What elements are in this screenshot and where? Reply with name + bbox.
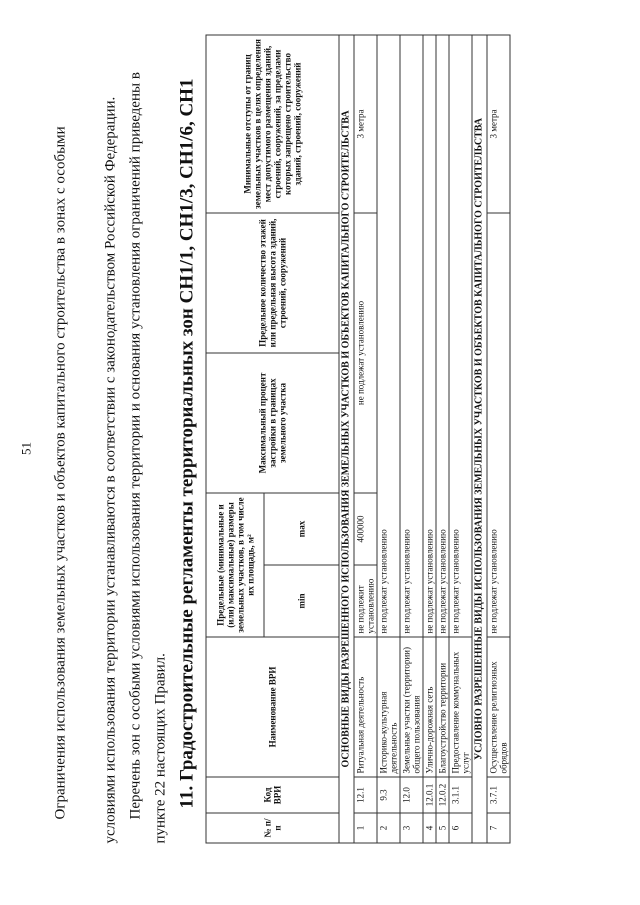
header-num: № п/п [206, 813, 339, 843]
row-code: 9.3 [377, 777, 400, 813]
row-name: Историко-культурная деятельность [377, 637, 400, 777]
row-name: Предоставление коммунальных услуг [449, 637, 472, 777]
row-num: 3 [400, 813, 423, 843]
row-code: 12.0.2 [436, 777, 449, 813]
header-setbacks: Минимальные отступы от границ земельных участков в целях определения мест допустимого размещения зданий, строений, сооружений, за пределами которых запрещено строительство зданий, строений, сооружений [206, 34, 339, 212]
row-num: 2 [377, 813, 400, 843]
header-floors: Предельное количество этажей или предельная высота зданий, строений, сооружений [206, 212, 339, 352]
header-name: Наименование ВРИ [206, 637, 339, 777]
table-row [354, 34, 377, 842]
row-max: 400000 [354, 492, 377, 564]
row-name: Улично-дорожная сеть [423, 637, 436, 777]
row-setback: 3 метра [487, 34, 510, 212]
paragraph-line-1: Ограничения использования земельных участков и объектов капитального строительства в зонах с особыми [52, 125, 68, 819]
paragraph-line-2: условиями использования территории устанавливаются в соответствии с законодательством Российской Федерации. [102, 96, 118, 843]
paragraph-line-4: пункте 22 настоящих Правил. [152, 652, 168, 843]
paragraph-line-3: Перечень зон с особыми условиями использования территории и основания установления ограничений приведены в [127, 71, 143, 819]
row-num: 6 [449, 813, 472, 843]
row-merged-value: не подлежат установлению [400, 34, 423, 636]
row-name: Ритуальная деятельность [354, 637, 377, 777]
header-code: Код ВРИ [206, 777, 339, 813]
row-name: Благоустройство территории [436, 637, 449, 777]
section-heading: 11. Градостроительные регламенты территориальных зон СН1/1, СН1/3, СН1/6, СН1 [176, 78, 197, 808]
header-percent: Максимальный процент застройки в границах земельного участка [206, 352, 339, 492]
row-num: 1 [354, 813, 377, 843]
row-code: 12.1 [354, 777, 377, 813]
row-code: 3.7.1 [487, 777, 510, 813]
row-name: Земельные участки (территории) общего пользования [400, 637, 423, 777]
header-max: max [264, 492, 339, 564]
section-conditional-label: УСЛОВНО РАЗРЕШЕННЫЕ ВИДЫ ИСПОЛЬЗОВАНИЯ ЗЕМЕЛЬНЫХ УЧАСТКОВ И ОБЪЕКТОВ КАПИТАЛЬНОГО СТРОИТЕЛЬСТВА [472, 34, 487, 842]
regulations-table [205, 34, 510, 843]
header-min: min [264, 565, 339, 637]
section-main-label: ОСНОВНЫЕ ВИДЫ РАЗРЕШЕННОГО ИСПОЛЬЗОВАНИЯ ЗЕМЕЛЬНЫХ УЧАСТКОВ И ОБЪЕКТОВ КАПИТАЛЬНОГО СТРОИТЕЛЬСТВА [339, 34, 354, 842]
row-name: Осуществление религиозных обрядов [487, 637, 510, 777]
table-row [377, 34, 400, 842]
row-merged-value: не подлежат установлению [436, 34, 449, 636]
row-num: 5 [436, 813, 449, 843]
row-code: 12.0.1 [423, 777, 436, 813]
row-num: 4 [423, 813, 436, 843]
row-merged-value: не подлежат установлению [487, 212, 510, 636]
row-code: 12.0 [400, 777, 423, 813]
row-merged-value: не подлежат установлению [449, 34, 472, 636]
row-merged-value: не подлежат установлению [377, 34, 400, 636]
table-row [449, 34, 472, 842]
header-size-group: Предельные (минимальные и (или) максимальные) размеры земельных участков, в том числе их площадь, м² [206, 492, 264, 636]
table-row [423, 34, 436, 842]
row-code: 3.1.1 [449, 777, 472, 813]
table-row [400, 34, 423, 842]
page-number: 51 [18, 441, 33, 455]
row-merged-value: не подлежат установлению [423, 34, 436, 636]
row-num: 7 [487, 813, 510, 843]
table-row [436, 34, 449, 842]
row-min: не подлежит установлению [354, 565, 377, 637]
row-setback: 3 метра [354, 34, 377, 212]
table-row [487, 34, 510, 842]
row-floors: не подлежат установлению [354, 212, 377, 492]
